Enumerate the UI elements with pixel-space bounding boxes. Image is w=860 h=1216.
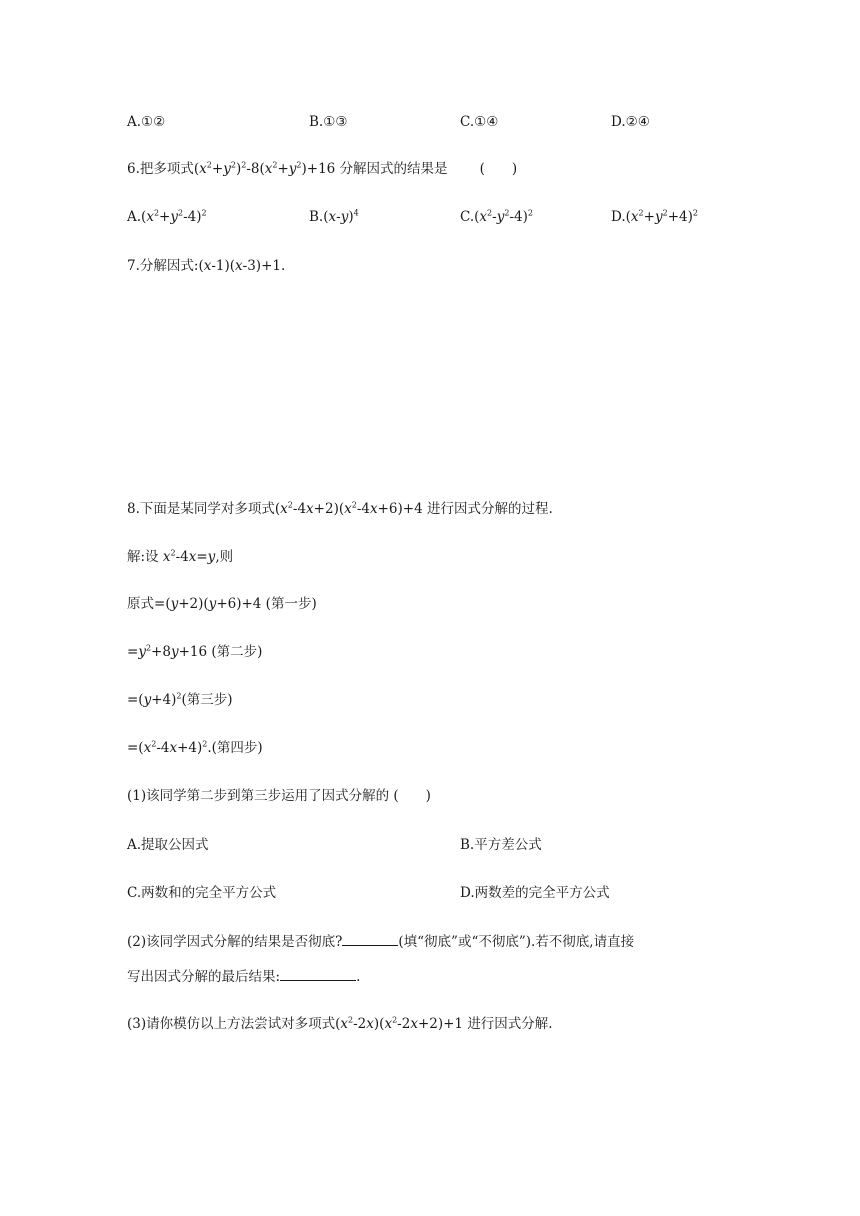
q8-expression: $(x^2-4x+2)(x^2-4x+6)+4$ [274,500,427,517]
q8-step-1: 原式=(y+2)(y+6)+4 (第一步) [127,596,317,612]
q8-sub2-line2: 写出因式分解的最后结果: . [127,966,360,987]
q8-step-3: $=(y+4)^2$(第三步) [127,691,233,708]
q8-sub1-option-b: B.平方差公式 [460,837,542,853]
q6-stem [127,159,517,179]
q7-prefix: 7.分解因式: [127,258,199,274]
q5-option-c: C.①④ [460,114,499,130]
q5-option-d: D.②④ [611,114,650,130]
q6-answer-paren: ( ) [479,161,518,177]
q8-sub3: (3)请你模仿以上方法尝试对多项式$(x^2-2x)(x^2-2x+2)+1$ 进行因式分解. [127,1015,553,1032]
q8-sub2-blank-1[interactable] [342,931,398,946]
q5-option-b: B.①③ [309,114,348,130]
q6-expression: $(x^2+y^2)^2-8(x^2+y^2)+16$ [193,160,340,177]
q6-suffix: 分解因式的结果是 [339,161,448,177]
q6-option-a: $A.(x^2+y^2-4)^2$ [127,208,207,225]
q7-expression: (x-1)(x-3)+1. [198,258,286,274]
q6-option-c: $C.(x^2-y^2-4)^2$ [460,208,533,225]
q8-sub1-option-c: C.两数和的完全平方公式 [127,885,277,901]
q8-sub2-blank-2[interactable] [280,966,356,981]
q7-stem [127,256,285,276]
q8-sub1-option-d: D.两数差的完全平方公式 [460,885,610,901]
q8-step-2: $=y^2+8y+16$ (第二步) [127,643,263,660]
q8-sub2-line1: (2)该同学因式分解的结果是否彻底? (填“彻底”或“不彻底”).若不彻底,请直接 [127,931,634,952]
q5-option-a: A.①② [127,114,166,130]
q6-prefix: 6.把多项式 [127,161,194,177]
q8-solution-let: 解:设 $x^2-4x=y$,则 [127,548,234,565]
q8-sub1-option-a: A.提取公因式 [127,837,209,853]
q8-suffix: 进行因式分解的过程. [426,501,553,517]
q8-prefix: 8.下面是某同学对多项式 [127,501,275,517]
q8-step-4: $=(x^2-4x+4)^2$.(第四步) [127,739,263,756]
q8-stem [127,499,553,519]
q6-option-d: $D.(x^2+y^2+4)^2$ [611,208,698,225]
q6-option-b: $B.(x-y)^4$ [309,208,359,225]
q8-sub1-question: (1)该同学第二步到第三步运用了因式分解的 ( ) [127,788,431,804]
